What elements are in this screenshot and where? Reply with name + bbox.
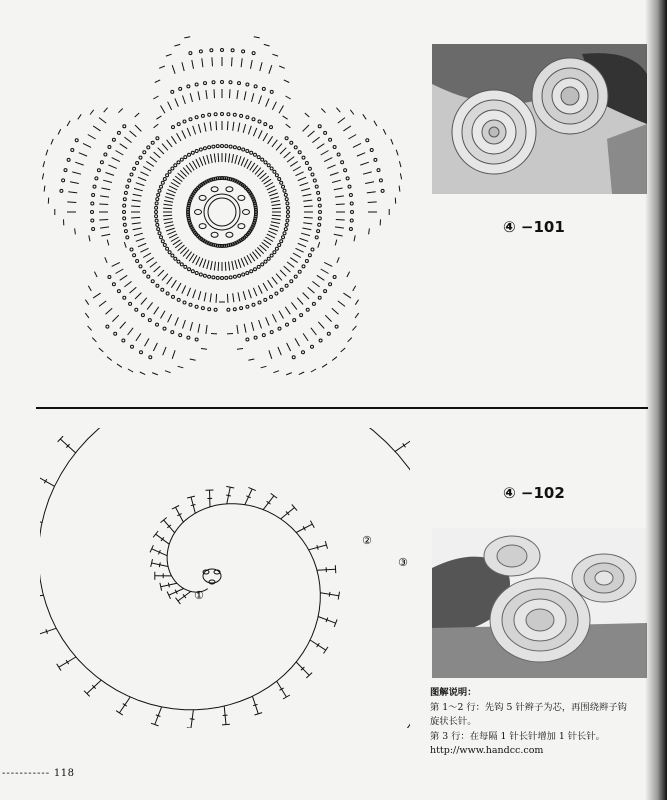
crochet-rose-large	[490, 578, 590, 662]
instructions-url: http://www.handcc.com	[430, 745, 544, 756]
instructions-line-3: 第 3 行：在每隔 1 针长针增加 1 针长针。	[430, 730, 605, 742]
flower-crochet-chart	[40, 36, 420, 396]
pattern-code-102: ④ −102	[503, 484, 565, 502]
crochet-rose-small	[572, 554, 636, 602]
diagram-instructions	[430, 686, 645, 759]
section-divider	[36, 407, 648, 409]
row-marker-2: ②	[362, 534, 372, 547]
center-chain-ring	[203, 569, 221, 584]
rose-right	[532, 58, 608, 134]
flower-photo-102	[432, 528, 647, 678]
spiral-crochet-chart	[40, 428, 410, 728]
pattern-code-101: ④ −101	[503, 218, 565, 236]
instructions-line-1: 第 1～2 行：先钩 5 针辫子为芯，再围绕辫子钩	[430, 701, 627, 713]
binding-shadow	[645, 0, 667, 800]
footer-dashes: -----------	[2, 768, 51, 779]
instructions-line-2: 旋状长针。	[430, 716, 477, 727]
row-marker-1: ①	[194, 589, 204, 602]
page-number: 118	[53, 768, 75, 779]
row-marker-3: ③	[398, 556, 408, 569]
rose-left	[452, 90, 536, 174]
page-footer	[2, 768, 74, 779]
instructions-title: 图解说明：	[430, 687, 477, 698]
crochet-rose-top	[484, 536, 540, 576]
flower-photo-101	[432, 44, 647, 194]
